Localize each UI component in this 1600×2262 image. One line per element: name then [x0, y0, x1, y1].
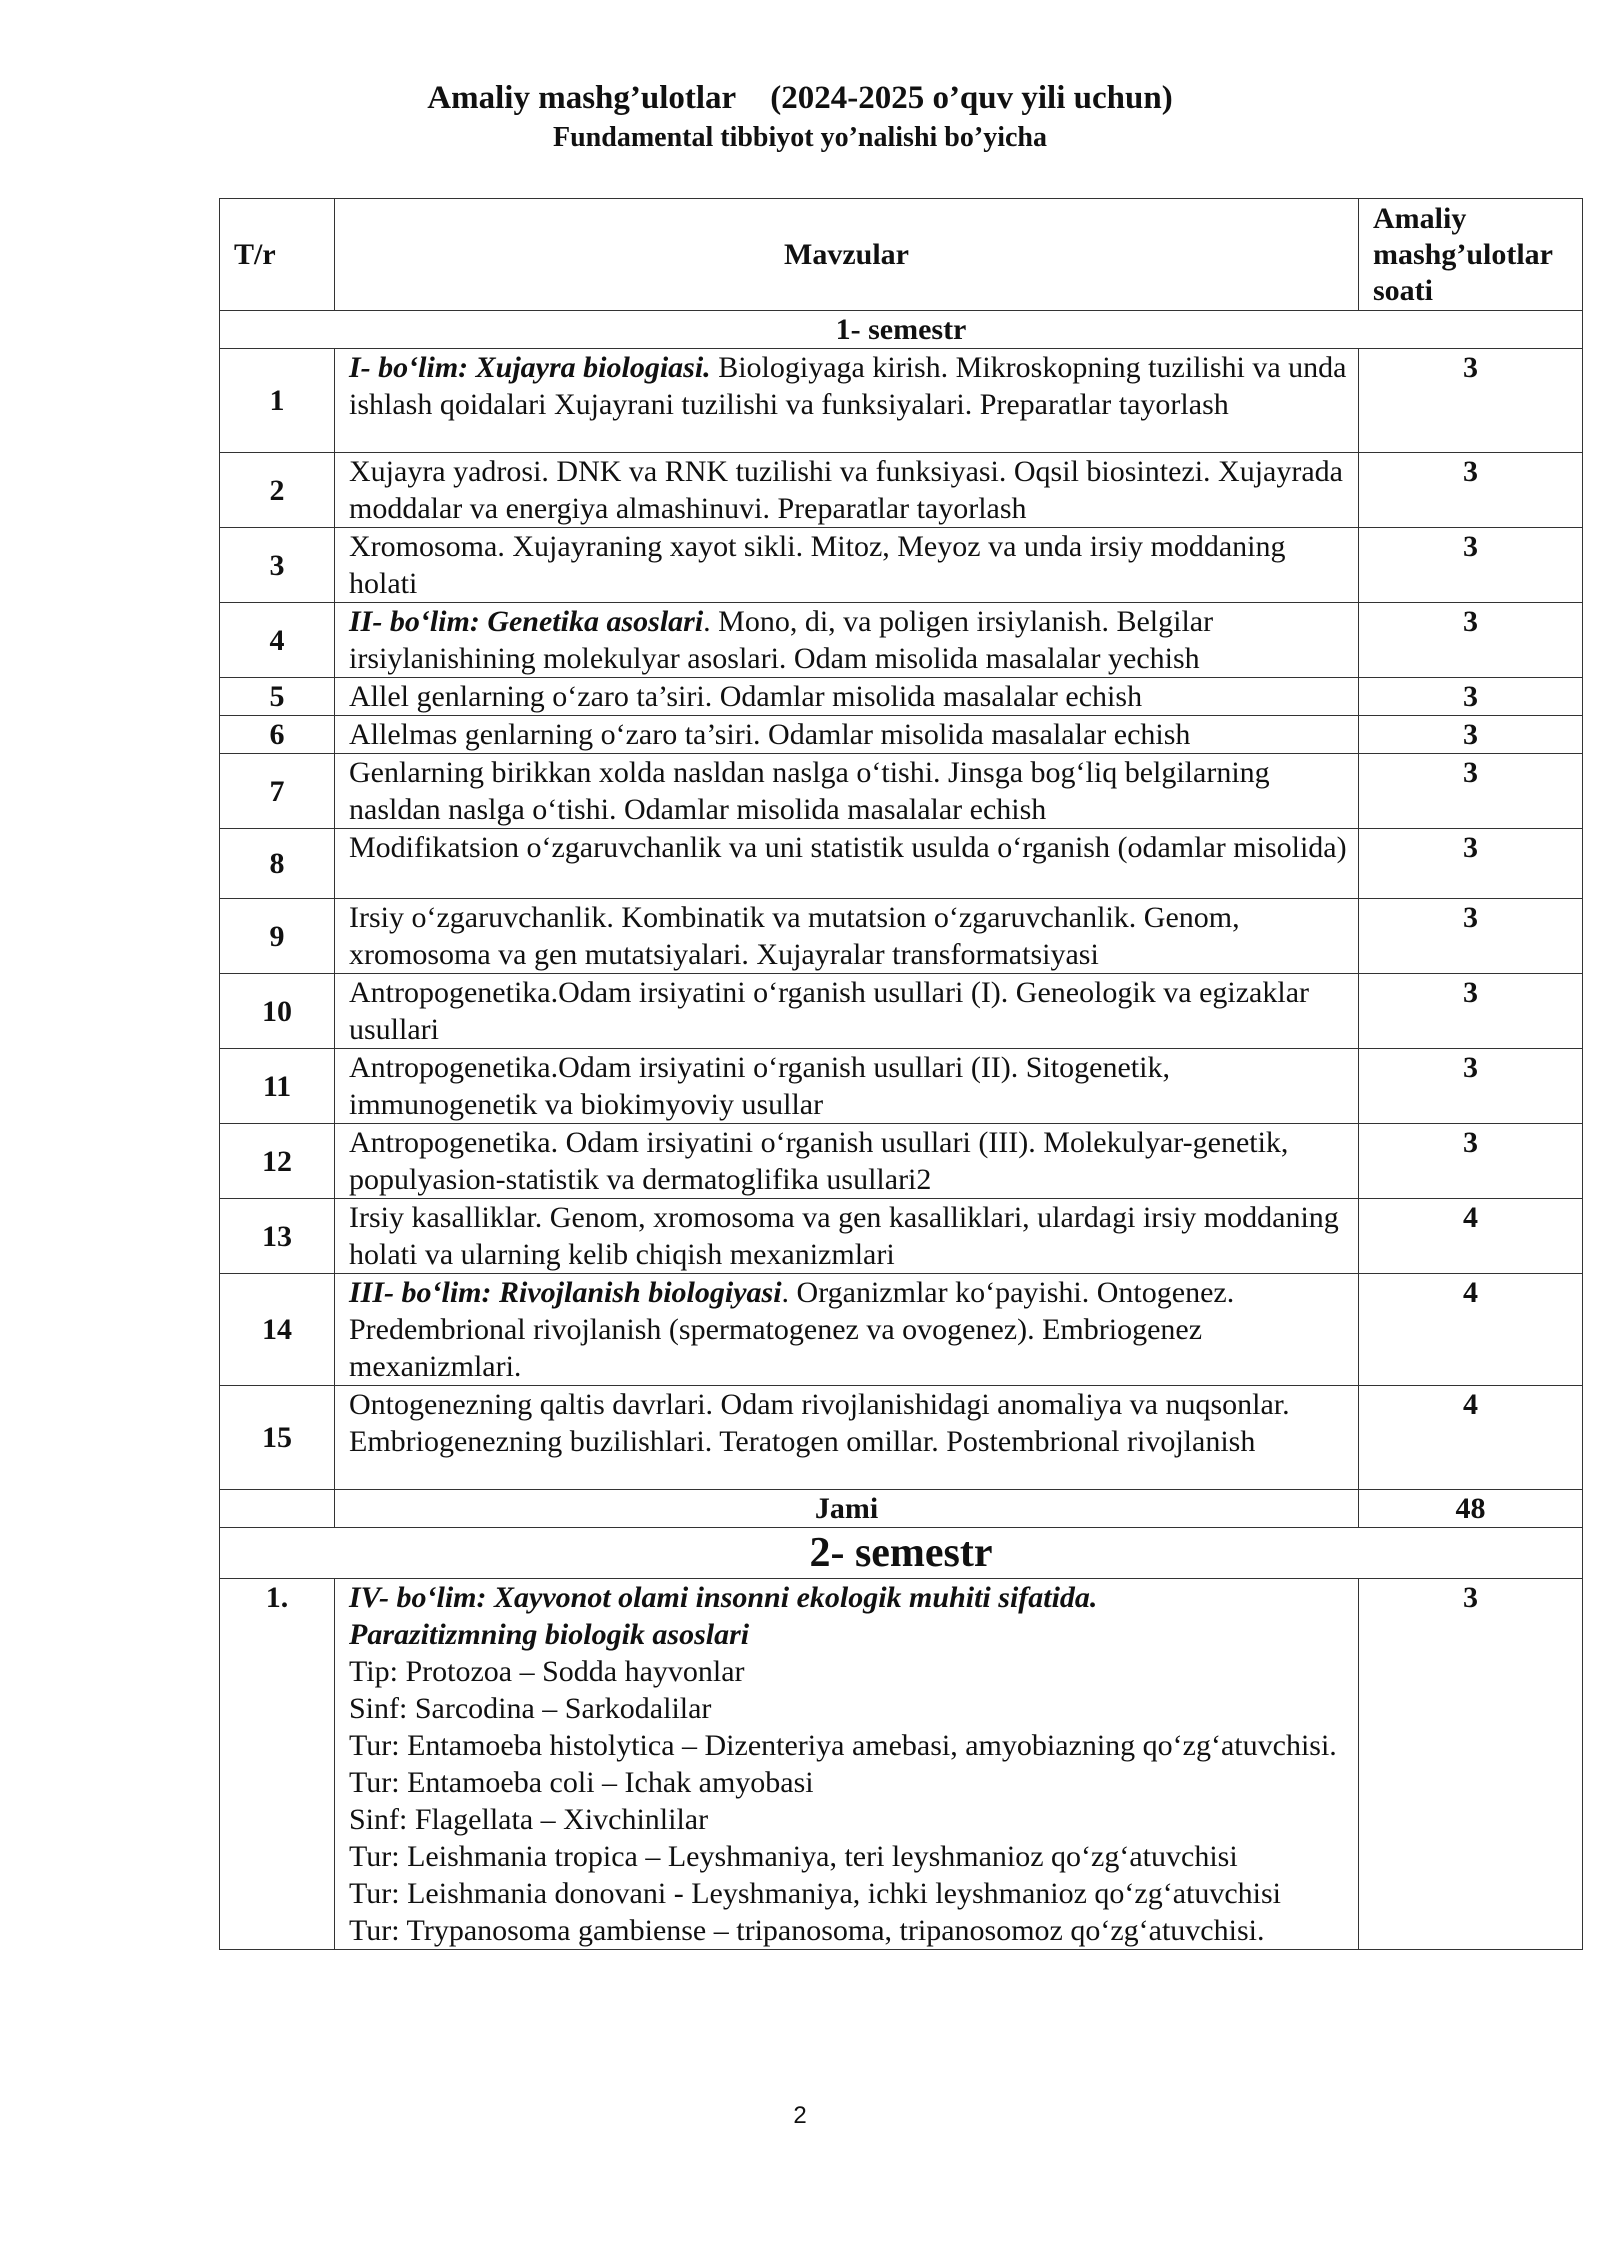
table-row	[220, 974, 1583, 1049]
topic-text: Xromosoma. Xujayraning xayot sikli. Mitoz, Meyoz va unda irsiy moddaning holati	[349, 530, 1286, 600]
row-number: 7	[220, 754, 335, 829]
topic-text: Ontogenezning qaltis davrlari. Odam rivojlanishidagi anomaliya va nuqsonlar. Embriogenezning buzilishlari. Teratogen omillar. Postembrional rivojlanish	[349, 1388, 1290, 1458]
row-topic	[335, 1274, 1359, 1386]
title-text: Amaliy mashg’ulotlar	[427, 80, 737, 116]
topic-text: Allelmas genlarning o‘zaro ta’siri. Odamlar misolida masalalar echish	[349, 718, 1191, 751]
topic-line: Tur: Leishmania donovani - Leyshmaniya, ichki leyshmanioz qo‘zg‘atuvchisi	[349, 1877, 1282, 1910]
page-title	[0, 80, 1600, 117]
row-hours: 4	[1359, 1386, 1583, 1490]
row-number: 8	[220, 829, 335, 899]
column-header-number: T/r	[220, 199, 335, 311]
column-header-topics: Mavzular	[335, 199, 1359, 311]
section-heading: II- bo‘lim: Genetika asoslari	[349, 605, 704, 638]
row-topic	[335, 829, 1359, 899]
semester-row	[220, 311, 1583, 349]
row-hours: 3	[1359, 1049, 1583, 1124]
total-row	[220, 1490, 1583, 1528]
row-hours: 4	[1359, 1274, 1583, 1386]
total-label: Jami	[335, 1490, 1359, 1528]
row-number: 9	[220, 899, 335, 974]
table-row	[220, 1386, 1583, 1490]
topic-line: Tur: Entamoeba histolytica – Dizenteriya amebasi, amyobiazning qo‘zg‘atuvchisi.	[349, 1729, 1337, 1762]
semester-2-label: 2- semestr	[220, 1528, 1583, 1579]
topic-text: Genlarning birikkan xolda nasldan naslga o‘tishi. Jinsga bog‘liq belgilarning nasldan naslga o‘tishi. Odamlar misolida masalalar echish	[349, 756, 1270, 826]
row-hours: 3	[1359, 1579, 1583, 1950]
semester-row	[220, 1528, 1583, 1579]
column-header-hours-text: Amaliy mashg’ulotlar soati	[1373, 201, 1553, 307]
row-topic	[335, 1579, 1359, 1950]
table-row	[220, 453, 1583, 528]
topic-text: Biologiyaga kirish. Mikroskopning tuzilishi va unda ishlash qoidalari Xujayrani tuzilishi va funksiyalari. Preparatlar tayorlash	[349, 351, 1347, 421]
row-topic	[335, 349, 1359, 453]
topic-line: Sinf: Flagellata – Xivchinlilar	[349, 1803, 709, 1836]
table-row	[220, 603, 1583, 678]
topic-text: . Mono, di, va poligen irsiylanish. Belgilar irsiylanishining molekulyar asoslari. Odam misolida masalalar yechish	[349, 605, 1214, 675]
table-row	[220, 528, 1583, 603]
section-subheading: Parazitizmning biologik asoslari	[349, 1618, 750, 1651]
topic-text: Irsiy o‘zgaruvchanlik. Kombinatik va mutatsion o‘zgaruvchanlik. Genom, xromosoma va gen mutatsiyalari. Xujayralar transformatsiyasi	[349, 901, 1240, 971]
row-hours: 3	[1359, 754, 1583, 829]
table-row	[220, 716, 1583, 754]
row-hours: 3	[1359, 603, 1583, 678]
column-header-hours	[1359, 199, 1583, 311]
semester-1-label: 1- semestr	[220, 311, 1583, 349]
section-heading: IV- bo‘lim: Xayvonot olami insonni ekologik muhiti sifatida.	[349, 1581, 1098, 1614]
topic-text: . Organizmlar ko‘payishi. Ontogenez. Predembrional rivojlanish (spermatogenez va ovogenez). Embriogenez mexanizmlari.	[349, 1276, 1235, 1383]
table-row	[220, 1199, 1583, 1274]
row-number: 10	[220, 974, 335, 1049]
row-number: 12	[220, 1124, 335, 1199]
topic-text: Antropogenetika.Odam irsiyatini o‘rganish usullari (I). Geneologik va egizaklar usullari	[349, 976, 1309, 1046]
row-topic	[335, 603, 1359, 678]
table-row	[220, 829, 1583, 899]
row-number: 14	[220, 1274, 335, 1386]
row-topic	[335, 678, 1359, 716]
row-number: 13	[220, 1199, 335, 1274]
row-number: 1.	[220, 1579, 335, 1950]
topic-text: Modifikatsion o‘zgaruvchanlik va uni statistik usulda o‘rganish (odamlar misolida)	[349, 831, 1347, 864]
table-row	[220, 1124, 1583, 1199]
row-topic	[335, 1124, 1359, 1199]
schedule-table	[219, 198, 1583, 1950]
row-topic	[335, 1386, 1359, 1490]
row-hours: 3	[1359, 1124, 1583, 1199]
topic-text: Irsiy kasalliklar. Genom, xromosoma va gen kasalliklari, ulardagi irsiy moddaning holati va ularning kelib chiqish mexanizmlari	[349, 1201, 1339, 1271]
topic-line: Sinf: Sarcodina – Sarkodalilar	[349, 1692, 712, 1725]
row-hours: 3	[1359, 716, 1583, 754]
row-hours: 3	[1359, 899, 1583, 974]
row-hours: 3	[1359, 453, 1583, 528]
table-row	[220, 754, 1583, 829]
topic-line: Tip: Protozoa – Sodda hayvonlar	[349, 1655, 745, 1688]
topic-line: Tur: Trypanosoma gambiense – tripanosoma, tripanosomoz qo‘zg‘atuvchisi.	[349, 1914, 1265, 1947]
topic-line: Tur: Leishmania tropica – Leyshmaniya, teri leyshmanioz qo‘zg‘atuvchisi	[349, 1840, 1238, 1873]
row-hours: 3	[1359, 678, 1583, 716]
table-row	[220, 1274, 1583, 1386]
row-number: 11	[220, 1049, 335, 1124]
topic-text: Antropogenetika.Odam irsiyatini o‘rganish usullari (II). Sitogenetik, immunogenetik va biokimyoviy usullar	[349, 1051, 1170, 1121]
topic-line: Tur: Entamoeba coli – Ichak amyobasi	[349, 1766, 814, 1799]
table-row	[220, 1049, 1583, 1124]
row-number: 4	[220, 603, 335, 678]
row-topic	[335, 974, 1359, 1049]
topic-text: Allel genlarning o‘zaro ta’siri. Odamlar misolida masalalar echish	[349, 680, 1143, 713]
row-number: 6	[220, 716, 335, 754]
row-hours: 3	[1359, 528, 1583, 603]
row-hours: 3	[1359, 349, 1583, 453]
topic-text: Antropogenetika. Odam irsiyatini o‘rganish usullari (III). Molekulyar-genetik, populyasion-statistik va dermatoglifika usullari2	[349, 1126, 1289, 1196]
row-topic	[335, 1049, 1359, 1124]
row-topic	[335, 453, 1359, 528]
row-hours: 3	[1359, 829, 1583, 899]
table-row	[220, 678, 1583, 716]
table-header-row	[220, 199, 1583, 311]
row-hours: 4	[1359, 1199, 1583, 1274]
page-subtitle: Fundamental tibbiyot yo’nalishi bo’yicha	[553, 122, 1047, 153]
total-empty-cell	[220, 1490, 335, 1528]
section-heading: III- bo‘lim: Rivojlanish biologiyasi	[349, 1276, 782, 1309]
row-topic	[335, 899, 1359, 974]
row-topic	[335, 528, 1359, 603]
page-number: 2	[793, 2102, 807, 2129]
row-number: 5	[220, 678, 335, 716]
row-number: 2	[220, 453, 335, 528]
table-row	[220, 899, 1583, 974]
row-hours: 3	[1359, 974, 1583, 1049]
total-hours: 48	[1359, 1490, 1583, 1528]
row-number: 15	[220, 1386, 335, 1490]
row-topic	[335, 716, 1359, 754]
row-number: 1	[220, 349, 335, 453]
table-row	[220, 349, 1583, 453]
row-number: 3	[220, 528, 335, 603]
section-heading: I- bo‘lim: Xujayra biologiasi.	[349, 351, 711, 384]
topic-text: Xujayra yadrosi. DNK va RNK tuzilishi va funksiyasi. Oqsil biosintezi. Xujayrada moddalar va energiya almashinuvi. Preparatlar tayorlash	[349, 455, 1343, 525]
row-topic	[335, 754, 1359, 829]
row-topic	[335, 1199, 1359, 1274]
title-year: (2024-2025 o’quv yili uchun)	[770, 80, 1173, 116]
table-row	[220, 1579, 1583, 1950]
